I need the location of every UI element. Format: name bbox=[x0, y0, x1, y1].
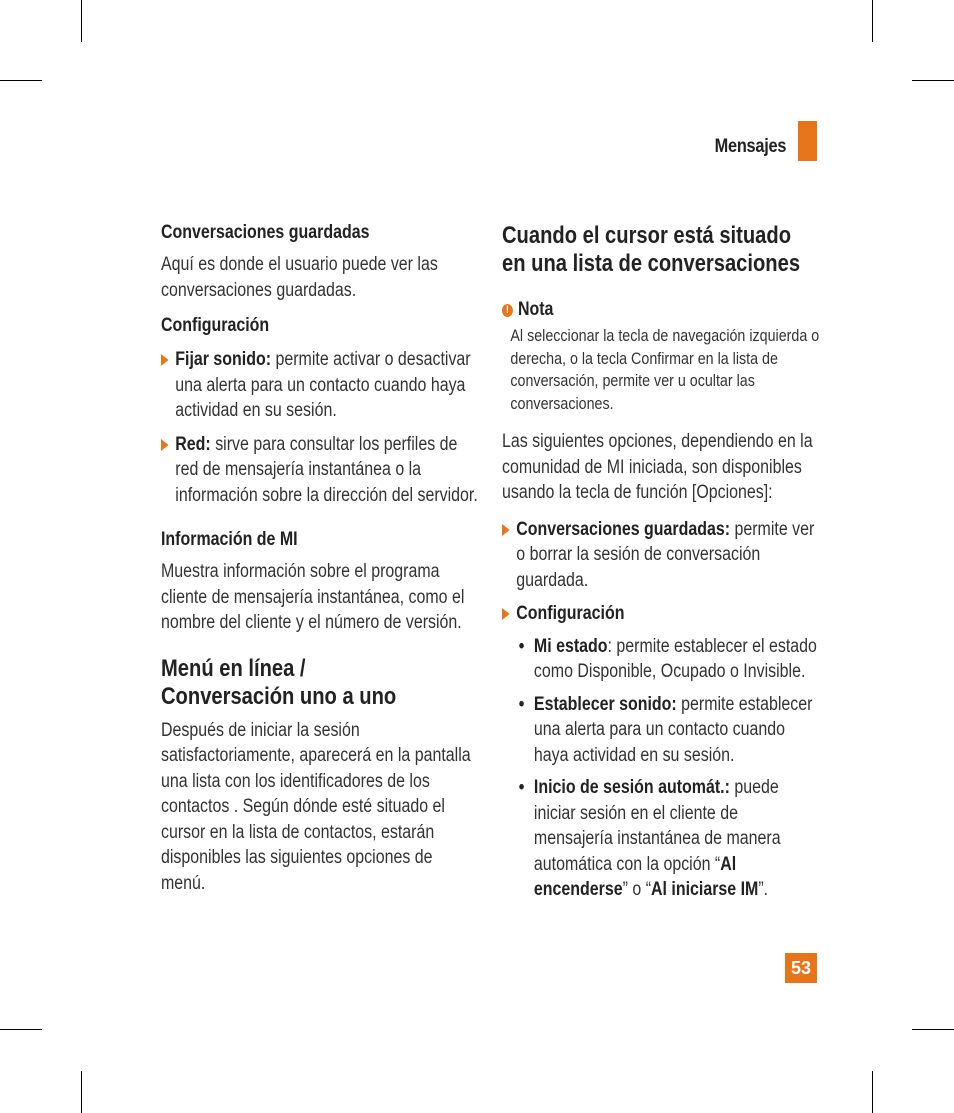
item-label: Establecer sonido: bbox=[533, 693, 677, 715]
crop-mark bbox=[912, 1029, 954, 1030]
warning-icon: ! bbox=[502, 304, 513, 317]
running-head: Mensajes bbox=[714, 136, 786, 157]
crop-mark bbox=[0, 1029, 42, 1030]
crop-mark bbox=[912, 80, 954, 81]
menu-heading bbox=[161, 655, 480, 711]
item-text: sirve para consultar los perfiles de red de mensajería instantánea o la información sobre la dirección del servidor. bbox=[175, 433, 478, 506]
crop-mark bbox=[872, 1071, 873, 1113]
info-mi-text: Muestra información sobre el programa cliente de mensajería instantánea, como el nombre del cliente y el número de versión. bbox=[161, 561, 465, 633]
item-text: permite establecer una alerta para un contacto cuando haya actividad en su sesión. bbox=[533, 693, 813, 766]
item-label: Configuración bbox=[516, 603, 625, 624]
item-text: ”. bbox=[758, 879, 769, 900]
bullet-mark: • bbox=[518, 635, 525, 657]
item-text: permite activar o desactivar una alerta para un contacto cuando haya actividad en su sesión. bbox=[175, 349, 471, 421]
crop-mark bbox=[0, 80, 42, 81]
list-item-saved-conversations bbox=[502, 517, 821, 594]
item-label: Inicio de sesión automát.: bbox=[533, 777, 730, 798]
item-text: puede iniciar sesión en el cliente de mensajería instantánea de manera automática con la opción “ bbox=[533, 777, 781, 875]
section-tab-marker bbox=[798, 121, 817, 161]
page-number: 53 bbox=[785, 953, 817, 983]
options-intro: Las siguientes opciones, dependiendo en la comunidad de MI iniciada, son disponibles usando la tecla de función [Opciones]: bbox=[502, 431, 813, 503]
sub-item-establecer-sonido bbox=[502, 692, 821, 769]
item-text: permite ver o borrar la sesión de conversación guardada. bbox=[516, 518, 815, 591]
sub-item-inicio-sesion bbox=[502, 775, 821, 903]
menu-text: Después de iniciar la sesión satisfactoriamente, aparecerá en la pantalla una lista con los identificadores de los contactos . Según dónde esté situado el cursor en la lista de contactos, estarán disponibles las siguientes opciones de menú. bbox=[161, 719, 471, 894]
crop-mark bbox=[81, 0, 82, 42]
list-item-red bbox=[161, 432, 480, 509]
list-item-fijar-sonido bbox=[161, 347, 480, 424]
option-name: Al iniciarse IM bbox=[651, 879, 759, 900]
arrow-bullet-icon bbox=[502, 524, 510, 536]
crop-mark bbox=[81, 1071, 82, 1113]
note-text: Al seleccionar la tecla de navegación izquierda o derecha, o la tecla Confirmar en la lista de conversación, permite ver u ocultar las conversaciones. bbox=[510, 326, 820, 413]
note-heading bbox=[502, 299, 821, 321]
info-mi-heading: Información de MI bbox=[161, 529, 298, 550]
cursor-heading bbox=[502, 222, 821, 278]
item-text: ” o “ bbox=[622, 879, 652, 900]
item-label: Conversaciones guardadas: bbox=[516, 518, 731, 540]
item-text: : permite establecer el estado como Disponible, Ocupado o Invisible. bbox=[533, 635, 817, 682]
cursor-heading-line: en una lista de conversaciones bbox=[502, 250, 801, 277]
right-column bbox=[502, 222, 822, 903]
list-item-configuration bbox=[502, 601, 821, 627]
arrow-bullet-icon bbox=[161, 439, 169, 451]
item-label: Mi estado bbox=[533, 635, 608, 657]
crop-mark bbox=[872, 0, 873, 42]
left-column bbox=[161, 222, 481, 896]
bullet-mark: • bbox=[518, 693, 525, 715]
saved-conversations-heading: Conversaciones guardadas bbox=[161, 222, 370, 243]
item-label: Red: bbox=[175, 433, 211, 455]
option-name: Al encenderse bbox=[533, 853, 737, 900]
item-label: Fijar sonido: bbox=[175, 349, 272, 370]
arrow-bullet-icon bbox=[161, 354, 169, 366]
arrow-bullet-icon bbox=[502, 608, 510, 620]
sub-item-mi-estado bbox=[502, 634, 821, 685]
cursor-heading-line: Cuando el cursor está situado bbox=[502, 222, 792, 249]
note-title: Nota bbox=[517, 299, 554, 320]
bullet-mark: • bbox=[518, 777, 525, 798]
saved-conversations-text: Aquí es donde el usuario puede ver las conversaciones guardadas. bbox=[161, 254, 438, 301]
menu-heading-line: Menú en línea / bbox=[161, 654, 306, 682]
menu-heading-line: Conversación uno a uno bbox=[161, 682, 397, 710]
config-heading: Configuración bbox=[161, 315, 270, 336]
